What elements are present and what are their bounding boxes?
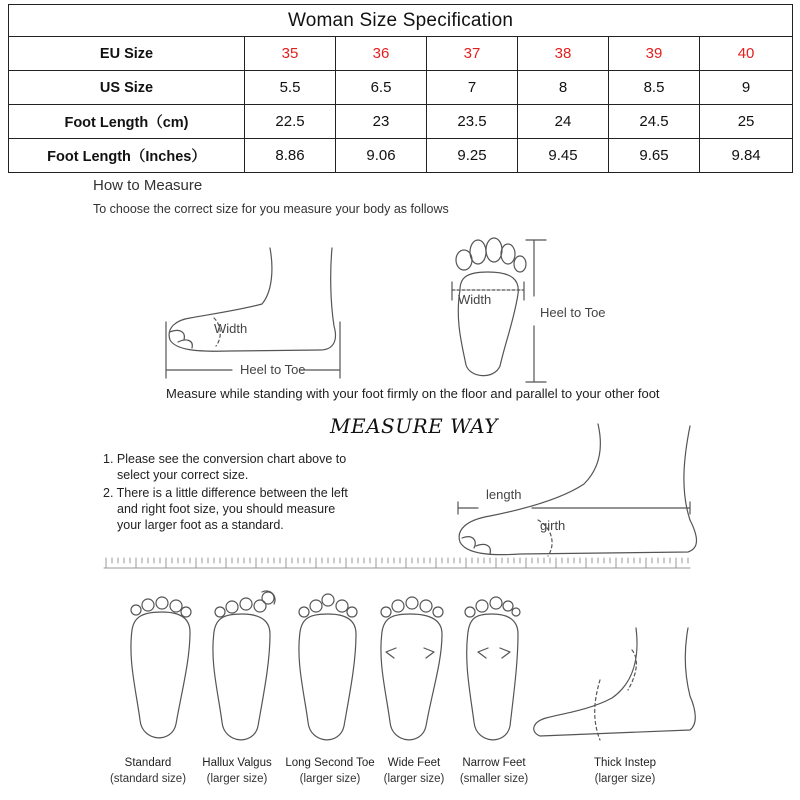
table-cell: 9.45 xyxy=(518,139,609,173)
table-cell: 9.84 xyxy=(700,139,793,173)
girth-label: girth xyxy=(540,518,566,533)
side-foot-drawing xyxy=(169,248,335,351)
foot-type-name: Wide Feet xyxy=(387,757,441,769)
instruction-line: 1. Please see the conversion chart above to xyxy=(103,452,347,466)
foot-type-name: Thick Instep xyxy=(594,757,656,769)
table-cell: 8.86 xyxy=(245,139,336,173)
length-label: length xyxy=(486,487,522,502)
table-cell: 38 xyxy=(518,37,609,71)
table-cell: 9.65 xyxy=(609,139,700,173)
instruction-line: 2. There is a little difference between the left xyxy=(103,486,348,500)
table-cell: 37 xyxy=(427,37,518,71)
ruler xyxy=(104,558,690,568)
table-cell: 7 xyxy=(427,71,518,105)
table-cell: 23.5 xyxy=(427,105,518,139)
table-cell: 8 xyxy=(518,71,609,105)
side-heel-to-toe-label: Heel to Toe xyxy=(240,362,306,377)
table-cell: 24.5 xyxy=(609,105,700,139)
table-cell: 5.5 xyxy=(245,71,336,105)
row-header: EU Size xyxy=(9,37,245,71)
foot-type-standard-drawing xyxy=(131,597,191,738)
how-to-measure-subtitle: To choose the correct size for you measure your body as follows xyxy=(93,202,449,216)
table-title: Woman Size Specification xyxy=(9,5,793,37)
table-cell: 8.5 xyxy=(609,71,700,105)
foot-type-name: Long Second Toe xyxy=(285,757,375,769)
sole-heel-to-toe-label: Heel to Toe xyxy=(540,305,606,320)
foot-type-size: (larger size) xyxy=(383,773,445,785)
row-header: Foot Length（Inches） xyxy=(9,139,245,173)
table-cell: 9 xyxy=(700,71,793,105)
foot-type-name: Standard xyxy=(124,757,172,769)
foot-type-narrow-feet-drawing xyxy=(465,597,520,740)
side-width-label: Width xyxy=(214,321,248,336)
instruction-line: and right foot size, you should measure xyxy=(117,502,336,516)
table-cell: 25 xyxy=(700,105,793,139)
instruction-line: your larger foot as a standard. xyxy=(117,518,284,532)
table-cell: 22.5 xyxy=(245,105,336,139)
table-cell: 40 xyxy=(700,37,793,71)
measure-note: Measure while standing with your foot firmly on the floor and parallel to your other foot xyxy=(166,386,660,401)
table-cell: 24 xyxy=(518,105,609,139)
foot-type-size: (larger size) xyxy=(206,773,268,785)
row-header: US Size xyxy=(9,71,245,105)
foot-type-size: (standard size) xyxy=(109,773,187,785)
table-cell: 6.5 xyxy=(336,71,427,105)
table-cell: 36 xyxy=(336,37,427,71)
sole-width-label: Width xyxy=(458,292,492,307)
measure-way-title: MEASURE WAY xyxy=(330,414,498,438)
foot-type-name: Narrow Feet xyxy=(462,757,526,769)
table-cell: 39 xyxy=(609,37,700,71)
instruction-line: select your correct size. xyxy=(117,468,249,482)
foot-type-size: (larger size) xyxy=(594,773,656,785)
foot-type-wide-feet-drawing xyxy=(381,597,443,740)
table-cell: 9.06 xyxy=(336,139,427,173)
table-cell: 9.25 xyxy=(427,139,518,173)
foot-type-hallux-valgus-drawing xyxy=(213,591,275,740)
foot-type-thick-instep-drawing xyxy=(534,628,696,740)
foot-type-size: (smaller size) xyxy=(459,773,529,785)
row-header: Foot Length（cm) xyxy=(9,105,245,139)
foot-type-long-second-toe-drawing xyxy=(299,594,357,740)
foot-type-size: (larger size) xyxy=(299,773,361,785)
how-to-measure-title: How to Measure xyxy=(93,177,203,194)
foot-type-name: Hallux Valgus xyxy=(202,757,272,769)
table-cell: 23 xyxy=(336,105,427,139)
table-cell: 35 xyxy=(245,37,336,71)
